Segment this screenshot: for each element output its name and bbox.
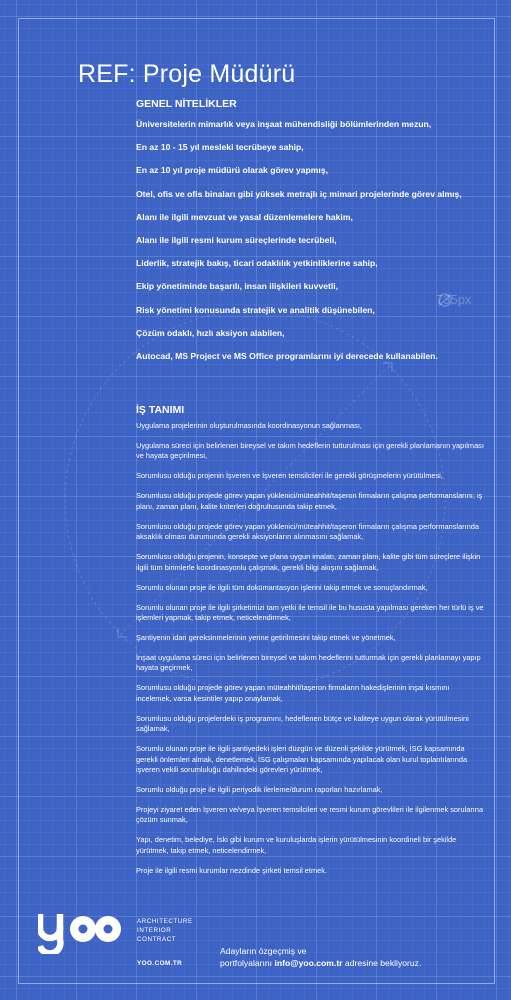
job-description-section xyxy=(136,404,486,886)
job-item: Sorumlusu olduğu projenin İşveren ve İşveren temsilcileri ile gerekli görüşmelerin yürütülmesi, xyxy=(136,471,443,481)
job-item: Uygulama projelerinin oluşturulmasında koordinasyonun sağlanması, xyxy=(136,421,362,430)
brand-tagline xyxy=(137,917,193,944)
job-item: Proje ile ilgili resmi kurumlar nezdinde şirketi temsil etmek. xyxy=(136,865,327,875)
brand-tagline-line: INTERIOR xyxy=(137,927,172,934)
job-item: Sorumlu olduğu proje ile ilgili periyodik ilerleme/durum raporları hazırlamak, xyxy=(136,785,383,795)
application-note-prefix: portfolyalarını xyxy=(220,958,275,968)
qualifications-section xyxy=(136,98,496,374)
job-item: Yapı, denetim, belediye, İski gibi kurum ve kuruluşlarda işlerin yürütülmesinin koordineli bir şekilde yürütmek, takip etmek, neticelendirmek, xyxy=(136,835,457,855)
yoo-logo xyxy=(38,912,122,954)
page-title: REF: Proje Müdürü xyxy=(78,60,296,88)
qualification-item: Otel, ofis ve ofis binaları gibi yüksek metrajlı iç mimari projelerinde görev almış, xyxy=(136,188,462,199)
contact-email-link[interactable]: info@yoo.com.tr xyxy=(274,958,343,968)
qualifications-list xyxy=(136,119,496,374)
brand-tagline-line: CONTRACT xyxy=(137,936,177,943)
job-item: Sorumlu olunan proje ile ilgili şirketimizi tam yetki ile temsil ile bu hususta yapılması gereken her türlü iş ve işlemleri yapmak, takip etmek, neticelendirmek, xyxy=(136,602,484,623)
job-item: İnşaat uygulama süreci için belirlenen bireysel ve takım hedeflerini tutturmak için gerekli planlamayı yapıp hayata geçirmek, xyxy=(136,653,481,673)
job-description-heading: İŞ TANIMI xyxy=(136,404,185,416)
dimension-label: 735px xyxy=(436,292,472,307)
job-item: Uygulama süreci için belirlenen bireysel ve takım hedeflerin tutturulması için gerekli planlamanın yapılması ve hayata geçirilmesi, xyxy=(136,441,484,461)
job-item: Sorumlusu olduğu projelerdeki iş programını, hedeflenen bütçe ve kaliteye uygun olarak yürütülmesini sağlamak, xyxy=(136,713,469,734)
qualification-item: Autocad, MS Project ve MS Office programlarını iyi derecede kullanabilen. xyxy=(136,350,438,361)
job-item: Sorumlusu olduğu projenin, konsepte ve plana uygun imalatı, zaman planı, kalite gibi tüm süreçlere ilişkin ilgili tüm birimlerle koordinasyonlu çalışmak, gerekli bilgi akışını sağlamak, xyxy=(136,552,481,572)
job-item: Sorumlusu olduğu projede görev yapan yüklenici/müteahhit/taşeron firmaların çalışma performanslarını; iş planı, zaman planı, kalite kriterleri doğrultusunda takip etmek, xyxy=(136,491,483,511)
job-item: Şantiyenin idari gereksinmelerinin yerine getirilmesini takip etmek ve yönetmek, xyxy=(136,633,396,643)
job-item: Projeyi ziyaret eden İşveren ve/veya İşveren temsilcileri ve resmi kurum görevlileri ile ilgilenmek sorularına çözüm sunmak, xyxy=(136,805,484,825)
qualification-item: Alanı ile ilgili resmi kurum süreçlerinde tecrübeli, xyxy=(136,234,337,245)
website-link[interactable]: YOO.COM.TR xyxy=(137,960,183,967)
qualification-item: Liderlik, stratejik bakış, ticari odaklılık yetkinliklerine sahip, xyxy=(136,258,378,269)
qualification-item: Çözüm odaklı, hızlı aksiyon alabilen, xyxy=(136,327,285,338)
qualification-item: Risk yönetimi konusunda stratejik ve analitik düşünebilen, xyxy=(136,304,375,315)
application-note-line2 xyxy=(220,957,421,969)
job-description-list xyxy=(136,421,486,876)
job-item: Sorumlu olunan proje ile ilgili tüm dokümantasyon işlerini takip etmek ve sonuçlandırmak, xyxy=(136,582,428,592)
qualification-item: En az 10 - 15 yıl mesleki tecrübeye sahip, xyxy=(136,142,304,153)
application-note xyxy=(220,945,421,969)
application-note-line1: Adayların özgeçmiş ve xyxy=(220,946,307,956)
application-note-suffix: adresine bekliyoruz. xyxy=(342,958,422,968)
qualifications-heading: GENEL NİTELİKLER xyxy=(136,98,237,110)
job-item: Sorumlu olunan proje ile ilgili şantiyedeki işleri düzgün ve düzenli şekilde yürütmek, İSG kapsamında gerekli önlemleri almak, denetlemek, İSG çalışmaları kapsamında yapılacak olan kurul toplantılarında işveren vekili sorumluluğu dahilindeki görevleri yürütmek, xyxy=(136,744,468,775)
qualification-item: Ekip yönetiminde başarılı, insan ilişkileri kuvvetli, xyxy=(136,281,339,292)
qualification-item: Üniversitelerin mimarlık veya inşaat mühendisliği bölümlerinden mezun, xyxy=(136,119,432,129)
qualification-item: Alanı ile ilgili mevzuat ve yasal düzenlemelere hakim, xyxy=(136,211,353,222)
qualification-item: En az 10 yıl proje müdürü olarak görev yapmış, xyxy=(136,165,328,176)
job-item: Sorumlusu olduğu projede görev yapan yüklenici/müteahhit/taşeron firmaların çalışma performanslarında aksaklık olması durumunda gerekli aksiyonların alınmasını sağlamak, xyxy=(136,521,480,542)
brand-tagline-line: ARCHITECTURE xyxy=(137,918,193,925)
job-item: Sorumlusu olduğu projede görev yapan müteahhit/taşeron firmaların hakedişlerinin inşai kısmını incelemek, varsa kesintiler yapıp onaylamak, xyxy=(136,683,450,703)
